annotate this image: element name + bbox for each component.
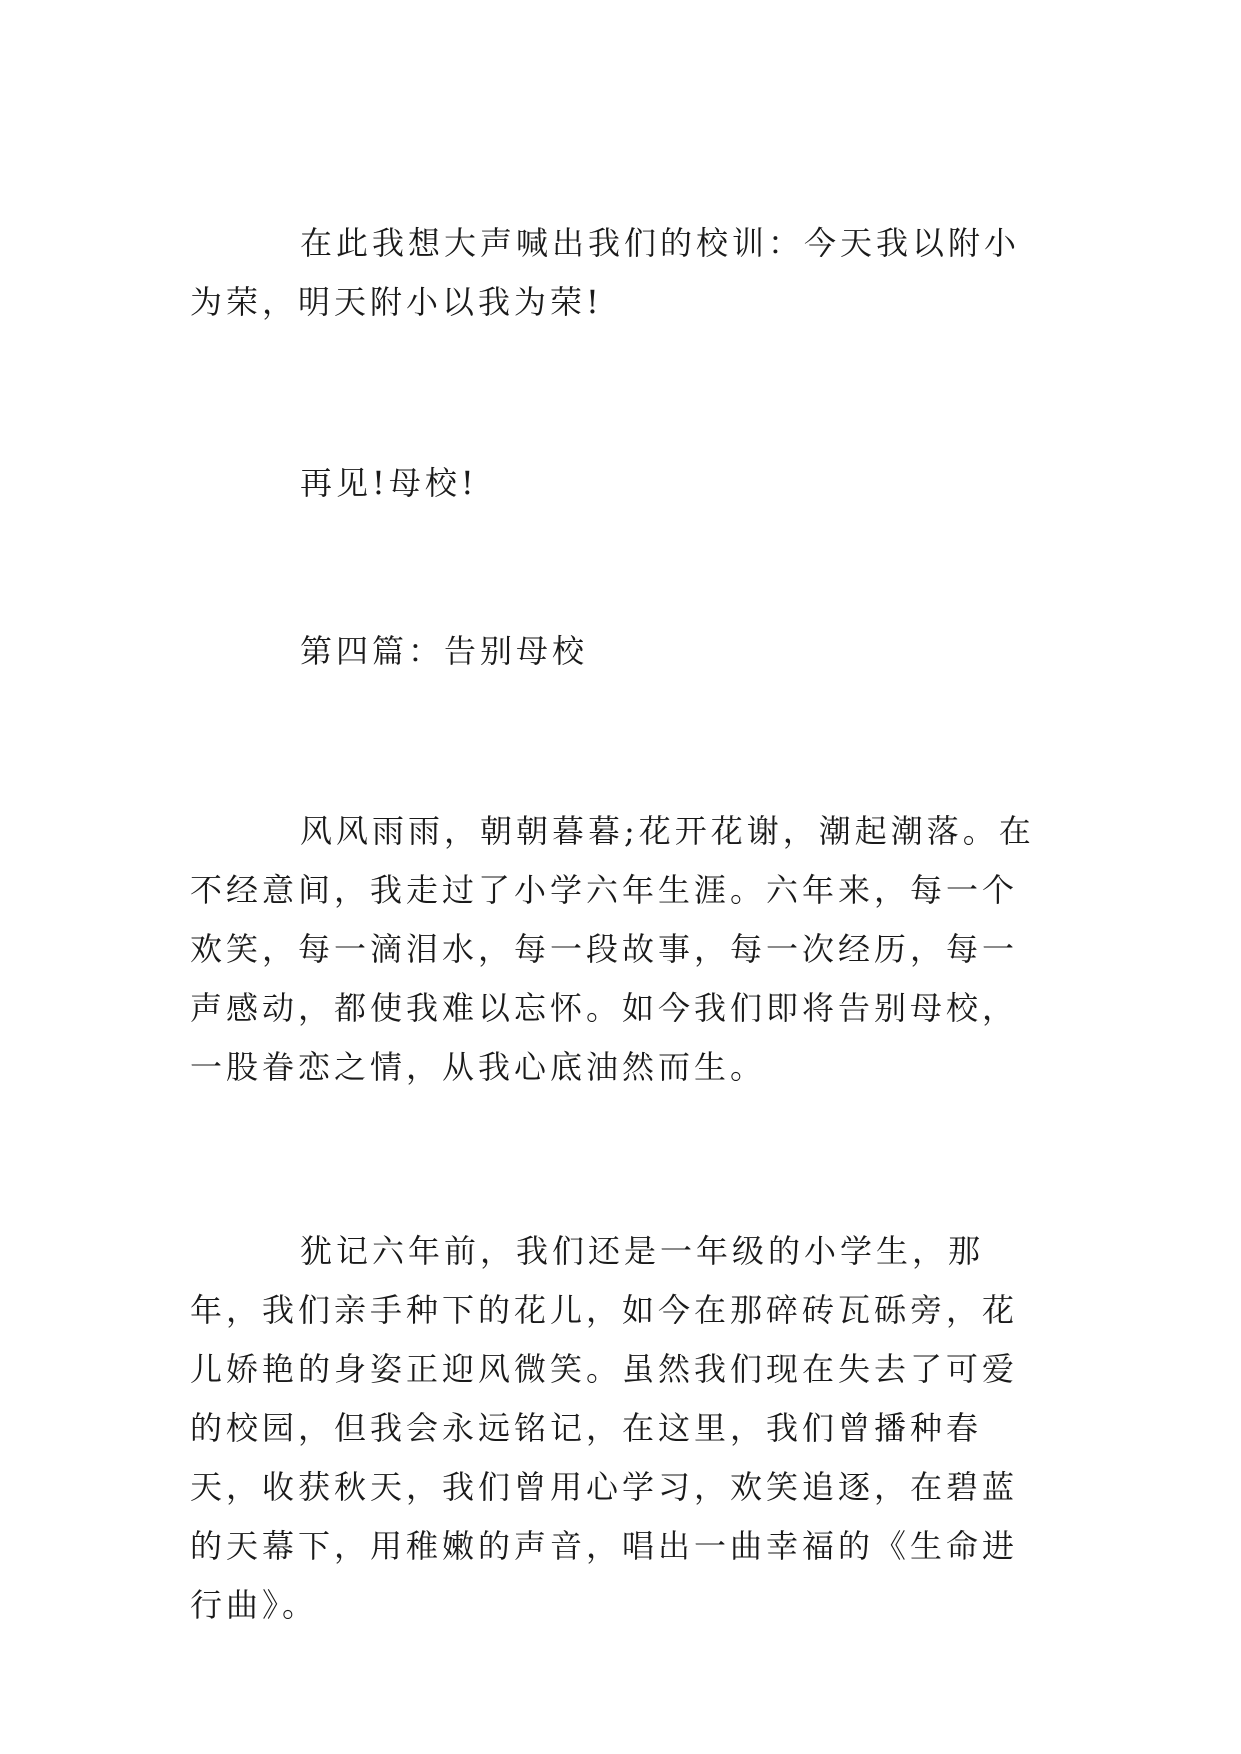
paragraph-memories: 风风雨雨，朝朝暮暮;花开花谢，潮起潮落。在不经意间，我走过了小学六年生涯。六年来，每一个欢笑，每一滴泪水，每一段故事，每一次经历，每一声感动，都使我难以忘怀。如今我们即将告别母校，一股眷恋之情，从我心底油然而生。 [190,812,1035,1086]
paragraph-school-motto: 在此我想大声喊出我们的校训：今天我以附小为荣，明天附小以我为荣! [190,224,1021,321]
section-heading: 第四篇：告别母校 [300,632,589,670]
paragraph-farewell: 再见!母校! [300,464,478,502]
paragraph-six-years-ago: 犹记六年前，我们还是一年级的小学生，那年，我们亲手种下的花儿，如今在那碎砖瓦砾旁，花儿娇艳的身姿正迎风微笑。虽然我们现在失去了可爱的校园，但我会永远铭记，在这里，我们曾播种春天，收获秋天，我们曾用心学习，欢笑追逐，在碧蓝的天幕下，用稚嫩的声音，唱出一曲幸福的《生命进行曲》。 [190,1232,1019,1624]
